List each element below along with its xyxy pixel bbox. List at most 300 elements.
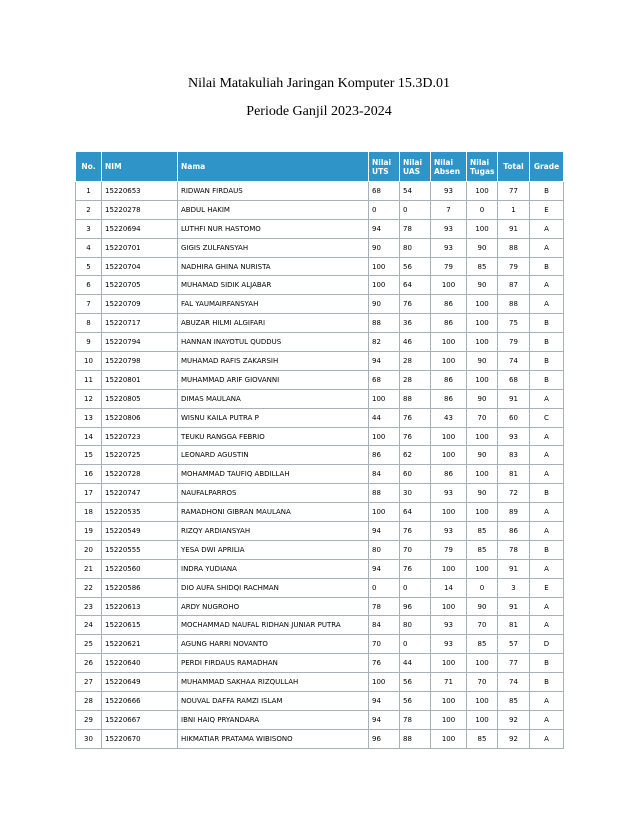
cell-grade: B xyxy=(530,370,564,389)
cell-no: 4 xyxy=(76,238,102,257)
cell-nama: TEUKU RANGGA FEBRIO xyxy=(178,427,369,446)
cell-nama: HIKMATIAR PRATAMA WIBISONO xyxy=(178,729,369,748)
table-row xyxy=(76,484,564,503)
cell-absen: 100 xyxy=(431,352,467,371)
cell-absen: 93 xyxy=(431,635,467,654)
cell-nama: MOHAMMAD TAUFIQ ABDILLAH xyxy=(178,465,369,484)
cell-uas: 30 xyxy=(400,484,431,503)
cell-nama: LUTHFI NUR HASTOMO xyxy=(178,219,369,238)
table-row xyxy=(76,295,564,314)
cell-nim: 15220723 xyxy=(102,427,178,446)
cell-uts: 82 xyxy=(369,333,400,352)
cell-tugas: 100 xyxy=(467,710,498,729)
cell-absen: 100 xyxy=(431,654,467,673)
table-row xyxy=(76,503,564,522)
cell-no: 22 xyxy=(76,578,102,597)
cell-uas: 76 xyxy=(400,408,431,427)
cell-grade: D xyxy=(530,635,564,654)
cell-no: 21 xyxy=(76,559,102,578)
cell-no: 27 xyxy=(76,673,102,692)
cell-no: 14 xyxy=(76,427,102,446)
cell-tugas: 100 xyxy=(467,182,498,201)
cell-nama: RIDWAN FIRDAUS xyxy=(178,182,369,201)
cell-tugas: 100 xyxy=(467,465,498,484)
cell-absen: 93 xyxy=(431,522,467,541)
cell-grade: A xyxy=(530,503,564,522)
cell-uas: 44 xyxy=(400,654,431,673)
cell-absen: 100 xyxy=(431,427,467,446)
table-row xyxy=(76,446,564,465)
cell-no: 19 xyxy=(76,522,102,541)
cell-grade: B xyxy=(530,314,564,333)
cell-uas: 62 xyxy=(400,446,431,465)
cell-uts: 80 xyxy=(369,540,400,559)
cell-tugas: 85 xyxy=(467,540,498,559)
cell-nama: YESA DWI APRILIA xyxy=(178,540,369,559)
cell-total: 88 xyxy=(498,238,530,257)
cell-nama: HANNAN INAYOTUL QUDDUS xyxy=(178,333,369,352)
cell-uts: 100 xyxy=(369,503,400,522)
cell-uts: 0 xyxy=(369,578,400,597)
cell-nama: AGUNG HARRI NOVANTO xyxy=(178,635,369,654)
cell-nama: MOCHAMMAD NAUFAL RIDHAN JUNIAR PUTRA xyxy=(178,616,369,635)
table-row xyxy=(76,200,564,219)
cell-nama: WISNU KAILA PUTRA P xyxy=(178,408,369,427)
cell-grade: A xyxy=(530,276,564,295)
cell-uts: 100 xyxy=(369,257,400,276)
cell-uts: 100 xyxy=(369,673,400,692)
cell-uts: 68 xyxy=(369,182,400,201)
cell-nama: DIO AUFA SHIDQI RACHMAN xyxy=(178,578,369,597)
cell-nama: PERDI FIRDAUS RAMADHAN xyxy=(178,654,369,673)
table-row xyxy=(76,654,564,673)
cell-absen: 100 xyxy=(431,559,467,578)
cell-no: 23 xyxy=(76,597,102,616)
cell-total: 83 xyxy=(498,446,530,465)
cell-nim: 15220725 xyxy=(102,446,178,465)
cell-uts: 78 xyxy=(369,597,400,616)
cell-grade: A xyxy=(530,295,564,314)
cell-grade: A xyxy=(530,692,564,711)
cell-grade: A xyxy=(530,597,564,616)
cell-uts: 70 xyxy=(369,635,400,654)
cell-uas: 80 xyxy=(400,616,431,635)
cell-absen: 43 xyxy=(431,408,467,427)
cell-nim: 15220805 xyxy=(102,389,178,408)
cell-uts: 44 xyxy=(369,408,400,427)
cell-uas: 36 xyxy=(400,314,431,333)
cell-absen: 79 xyxy=(431,540,467,559)
cell-grade: E xyxy=(530,200,564,219)
cell-no: 8 xyxy=(76,314,102,333)
cell-absen: 86 xyxy=(431,370,467,389)
cell-uas: 70 xyxy=(400,540,431,559)
cell-nama: ABDUL HAKIM xyxy=(178,200,369,219)
cell-tugas: 70 xyxy=(467,408,498,427)
cell-tugas: 70 xyxy=(467,673,498,692)
cell-uas: 76 xyxy=(400,295,431,314)
cell-nim: 15220794 xyxy=(102,333,178,352)
cell-uas: 88 xyxy=(400,729,431,748)
cell-absen: 86 xyxy=(431,389,467,408)
table-row xyxy=(76,427,564,446)
cell-tugas: 0 xyxy=(467,200,498,219)
cell-total: 88 xyxy=(498,295,530,314)
cell-uas: 0 xyxy=(400,578,431,597)
cell-absen: 86 xyxy=(431,295,467,314)
cell-grade: B xyxy=(530,352,564,371)
cell-no: 28 xyxy=(76,692,102,711)
table-body xyxy=(76,182,564,749)
cell-tugas: 100 xyxy=(467,692,498,711)
cell-absen: 100 xyxy=(431,503,467,522)
table-row xyxy=(76,182,564,201)
cell-absen: 100 xyxy=(431,710,467,729)
cell-absen: 86 xyxy=(431,314,467,333)
cell-tugas: 100 xyxy=(467,219,498,238)
cell-nama: ARDY NUGROHO xyxy=(178,597,369,616)
cell-grade: A xyxy=(530,427,564,446)
cell-uas: 76 xyxy=(400,559,431,578)
header-nim: NIM xyxy=(102,152,178,182)
header-nilai-uas: Nilai UAS xyxy=(400,152,431,182)
cell-nim: 15220747 xyxy=(102,484,178,503)
table-row xyxy=(76,333,564,352)
document-subtitle: Periode Ganjil 2023-2024 xyxy=(246,104,392,119)
cell-no: 15 xyxy=(76,446,102,465)
cell-uts: 84 xyxy=(369,465,400,484)
cell-no: 7 xyxy=(76,295,102,314)
table-row xyxy=(76,219,564,238)
cell-tugas: 100 xyxy=(467,370,498,389)
table-header-row xyxy=(76,152,564,182)
cell-absen: 71 xyxy=(431,673,467,692)
cell-nim: 15220560 xyxy=(102,559,178,578)
cell-total: 85 xyxy=(498,692,530,711)
cell-absen: 86 xyxy=(431,465,467,484)
cell-nim: 15220278 xyxy=(102,200,178,219)
cell-total: 81 xyxy=(498,465,530,484)
cell-grade: A xyxy=(530,238,564,257)
table-row xyxy=(76,465,564,484)
cell-uts: 94 xyxy=(369,692,400,711)
table-row xyxy=(76,729,564,748)
cell-nama: DIMAS MAULANA xyxy=(178,389,369,408)
cell-grade: A xyxy=(530,559,564,578)
cell-nama: RAMADHONI GIBRAN MAULANA xyxy=(178,503,369,522)
table-row xyxy=(76,314,564,333)
cell-tugas: 90 xyxy=(467,238,498,257)
table-row xyxy=(76,578,564,597)
cell-nim: 15220615 xyxy=(102,616,178,635)
cell-no: 5 xyxy=(76,257,102,276)
cell-total: 92 xyxy=(498,710,530,729)
cell-absen: 100 xyxy=(431,692,467,711)
table-row xyxy=(76,389,564,408)
cell-uts: 88 xyxy=(369,314,400,333)
cell-uts: 90 xyxy=(369,295,400,314)
cell-no: 25 xyxy=(76,635,102,654)
cell-total: 89 xyxy=(498,503,530,522)
cell-tugas: 90 xyxy=(467,276,498,295)
cell-no: 26 xyxy=(76,654,102,673)
cell-total: 60 xyxy=(498,408,530,427)
cell-grade: B xyxy=(530,257,564,276)
cell-tugas: 85 xyxy=(467,257,498,276)
cell-nim: 15220694 xyxy=(102,219,178,238)
cell-uas: 46 xyxy=(400,333,431,352)
cell-no: 13 xyxy=(76,408,102,427)
cell-nim: 15220709 xyxy=(102,295,178,314)
cell-total: 81 xyxy=(498,616,530,635)
cell-total: 75 xyxy=(498,314,530,333)
cell-absen: 93 xyxy=(431,182,467,201)
cell-nama: NOUVAL DAFFA RAMZI ISLAM xyxy=(178,692,369,711)
cell-nim: 15220670 xyxy=(102,729,178,748)
table-row xyxy=(76,370,564,389)
cell-total: 91 xyxy=(498,219,530,238)
table-row xyxy=(76,597,564,616)
table-row xyxy=(76,408,564,427)
cell-no: 2 xyxy=(76,200,102,219)
table-row xyxy=(76,238,564,257)
cell-uts: 0 xyxy=(369,200,400,219)
cell-nama: LEONARD AGUSTIN xyxy=(178,446,369,465)
cell-nama: NAUFALPARROS xyxy=(178,484,369,503)
cell-grade: A xyxy=(530,522,564,541)
cell-absen: 100 xyxy=(431,597,467,616)
cell-grade: A xyxy=(530,219,564,238)
cell-nim: 15220640 xyxy=(102,654,178,673)
cell-grade: A xyxy=(530,729,564,748)
cell-grade: B xyxy=(530,333,564,352)
cell-absen: 100 xyxy=(431,333,467,352)
cell-uts: 90 xyxy=(369,238,400,257)
cell-total: 74 xyxy=(498,352,530,371)
cell-total: 77 xyxy=(498,654,530,673)
cell-grade: B xyxy=(530,540,564,559)
table-row xyxy=(76,257,564,276)
table-row xyxy=(76,559,564,578)
cell-no: 30 xyxy=(76,729,102,748)
cell-total: 92 xyxy=(498,729,530,748)
table-row xyxy=(76,673,564,692)
cell-uts: 94 xyxy=(369,710,400,729)
cell-nim: 15220621 xyxy=(102,635,178,654)
cell-total: 93 xyxy=(498,427,530,446)
cell-absen: 100 xyxy=(431,729,467,748)
table-row xyxy=(76,710,564,729)
grades-table xyxy=(75,151,564,749)
cell-tugas: 85 xyxy=(467,522,498,541)
cell-nim: 15220586 xyxy=(102,578,178,597)
cell-total: 78 xyxy=(498,540,530,559)
cell-uts: 94 xyxy=(369,219,400,238)
cell-uas: 64 xyxy=(400,276,431,295)
cell-grade: A xyxy=(530,389,564,408)
cell-grade: E xyxy=(530,578,564,597)
cell-uts: 100 xyxy=(369,276,400,295)
cell-grade: A xyxy=(530,710,564,729)
cell-uas: 96 xyxy=(400,597,431,616)
cell-no: 17 xyxy=(76,484,102,503)
cell-total: 68 xyxy=(498,370,530,389)
cell-uts: 96 xyxy=(369,729,400,748)
cell-absen: 93 xyxy=(431,616,467,635)
cell-total: 91 xyxy=(498,597,530,616)
cell-uas: 56 xyxy=(400,692,431,711)
cell-nama: GIGIS ZULFANSYAH xyxy=(178,238,369,257)
cell-tugas: 0 xyxy=(467,578,498,597)
header-nilai-uts: Nilai UTS xyxy=(369,152,400,182)
cell-absen: 79 xyxy=(431,257,467,276)
cell-uas: 76 xyxy=(400,427,431,446)
cell-absen: 93 xyxy=(431,238,467,257)
table-row xyxy=(76,352,564,371)
cell-no: 12 xyxy=(76,389,102,408)
cell-grade: B xyxy=(530,654,564,673)
cell-tugas: 100 xyxy=(467,654,498,673)
cell-uts: 100 xyxy=(369,427,400,446)
cell-nim: 15220806 xyxy=(102,408,178,427)
cell-uas: 56 xyxy=(400,673,431,692)
table-row xyxy=(76,616,564,635)
cell-nim: 15220549 xyxy=(102,522,178,541)
cell-no: 29 xyxy=(76,710,102,729)
cell-nama: INDRA YUDIANA xyxy=(178,559,369,578)
cell-total: 91 xyxy=(498,389,530,408)
table-row xyxy=(76,540,564,559)
cell-grade: A xyxy=(530,616,564,635)
cell-nim: 15220717 xyxy=(102,314,178,333)
cell-total: 74 xyxy=(498,673,530,692)
cell-tugas: 100 xyxy=(467,333,498,352)
cell-nama: RIZQY ARDIANSYAH xyxy=(178,522,369,541)
header-total: Total xyxy=(498,152,530,182)
header-nilai-tugas: Nilai Tugas xyxy=(467,152,498,182)
cell-no: 9 xyxy=(76,333,102,352)
cell-grade: A xyxy=(530,446,564,465)
cell-uas: 88 xyxy=(400,389,431,408)
cell-tugas: 100 xyxy=(467,314,498,333)
cell-nama: MUHAMMAD ARIF GIOVANNI xyxy=(178,370,369,389)
cell-total: 86 xyxy=(498,522,530,541)
cell-absen: 100 xyxy=(431,446,467,465)
cell-uts: 94 xyxy=(369,559,400,578)
table-row xyxy=(76,635,564,654)
cell-absen: 100 xyxy=(431,276,467,295)
cell-nama: ABUZAR HILMI ALGIFARI xyxy=(178,314,369,333)
header-nilai-absen: Nilai Absen xyxy=(431,152,467,182)
cell-total: 3 xyxy=(498,578,530,597)
cell-nim: 15220704 xyxy=(102,257,178,276)
cell-nim: 15220701 xyxy=(102,238,178,257)
cell-no: 11 xyxy=(76,370,102,389)
cell-tugas: 85 xyxy=(467,729,498,748)
cell-uas: 28 xyxy=(400,370,431,389)
cell-grade: C xyxy=(530,408,564,427)
header-nama: Nama xyxy=(178,152,369,182)
cell-nim: 15220613 xyxy=(102,597,178,616)
header-grade: Grade xyxy=(530,152,564,182)
cell-uts: 94 xyxy=(369,522,400,541)
cell-total: 79 xyxy=(498,333,530,352)
cell-tugas: 100 xyxy=(467,503,498,522)
cell-uts: 94 xyxy=(369,352,400,371)
cell-total: 87 xyxy=(498,276,530,295)
cell-uas: 78 xyxy=(400,219,431,238)
cell-absen: 93 xyxy=(431,484,467,503)
cell-tugas: 90 xyxy=(467,446,498,465)
cell-no: 10 xyxy=(76,352,102,371)
cell-tugas: 85 xyxy=(467,635,498,654)
cell-no: 3 xyxy=(76,219,102,238)
cell-no: 20 xyxy=(76,540,102,559)
cell-tugas: 70 xyxy=(467,616,498,635)
cell-uas: 60 xyxy=(400,465,431,484)
cell-uts: 86 xyxy=(369,446,400,465)
cell-absen: 14 xyxy=(431,578,467,597)
cell-nim: 15220728 xyxy=(102,465,178,484)
cell-nim: 15220705 xyxy=(102,276,178,295)
cell-uts: 88 xyxy=(369,484,400,503)
cell-nama: NADHIRA GHINA NURISTA xyxy=(178,257,369,276)
table-row xyxy=(76,692,564,711)
cell-nim: 15220798 xyxy=(102,352,178,371)
cell-uas: 54 xyxy=(400,182,431,201)
cell-nim: 15220666 xyxy=(102,692,178,711)
cell-nama: MUHAMMAD SAKHAA RIZQULLAH xyxy=(178,673,369,692)
cell-total: 77 xyxy=(498,182,530,201)
cell-no: 16 xyxy=(76,465,102,484)
cell-grade: A xyxy=(530,465,564,484)
cell-no: 24 xyxy=(76,616,102,635)
cell-uts: 76 xyxy=(369,654,400,673)
cell-nim: 15220649 xyxy=(102,673,178,692)
cell-no: 6 xyxy=(76,276,102,295)
cell-tugas: 100 xyxy=(467,295,498,314)
cell-uas: 80 xyxy=(400,238,431,257)
cell-total: 79 xyxy=(498,257,530,276)
header-no: No. xyxy=(76,152,102,182)
cell-uas: 56 xyxy=(400,257,431,276)
cell-tugas: 100 xyxy=(467,559,498,578)
cell-total: 91 xyxy=(498,559,530,578)
cell-nama: MUHAMAD SIDIK ALJABAR xyxy=(178,276,369,295)
cell-uts: 100 xyxy=(369,389,400,408)
cell-tugas: 90 xyxy=(467,352,498,371)
cell-tugas: 90 xyxy=(467,484,498,503)
cell-uts: 68 xyxy=(369,370,400,389)
cell-grade: B xyxy=(530,673,564,692)
cell-grade: B xyxy=(530,484,564,503)
cell-total: 1 xyxy=(498,200,530,219)
cell-tugas: 90 xyxy=(467,389,498,408)
cell-uas: 78 xyxy=(400,710,431,729)
cell-tugas: 90 xyxy=(467,597,498,616)
table-row xyxy=(76,276,564,295)
cell-nama: IBNI HAIQ PRYANDARA xyxy=(178,710,369,729)
cell-nim: 15220535 xyxy=(102,503,178,522)
cell-total: 57 xyxy=(498,635,530,654)
cell-nim: 15220801 xyxy=(102,370,178,389)
cell-uas: 64 xyxy=(400,503,431,522)
cell-uts: 84 xyxy=(369,616,400,635)
cell-nim: 15220653 xyxy=(102,182,178,201)
cell-nama: MUHAMAD RAFIS ZAKARSIH xyxy=(178,352,369,371)
cell-tugas: 100 xyxy=(467,427,498,446)
cell-nim: 15220555 xyxy=(102,540,178,559)
